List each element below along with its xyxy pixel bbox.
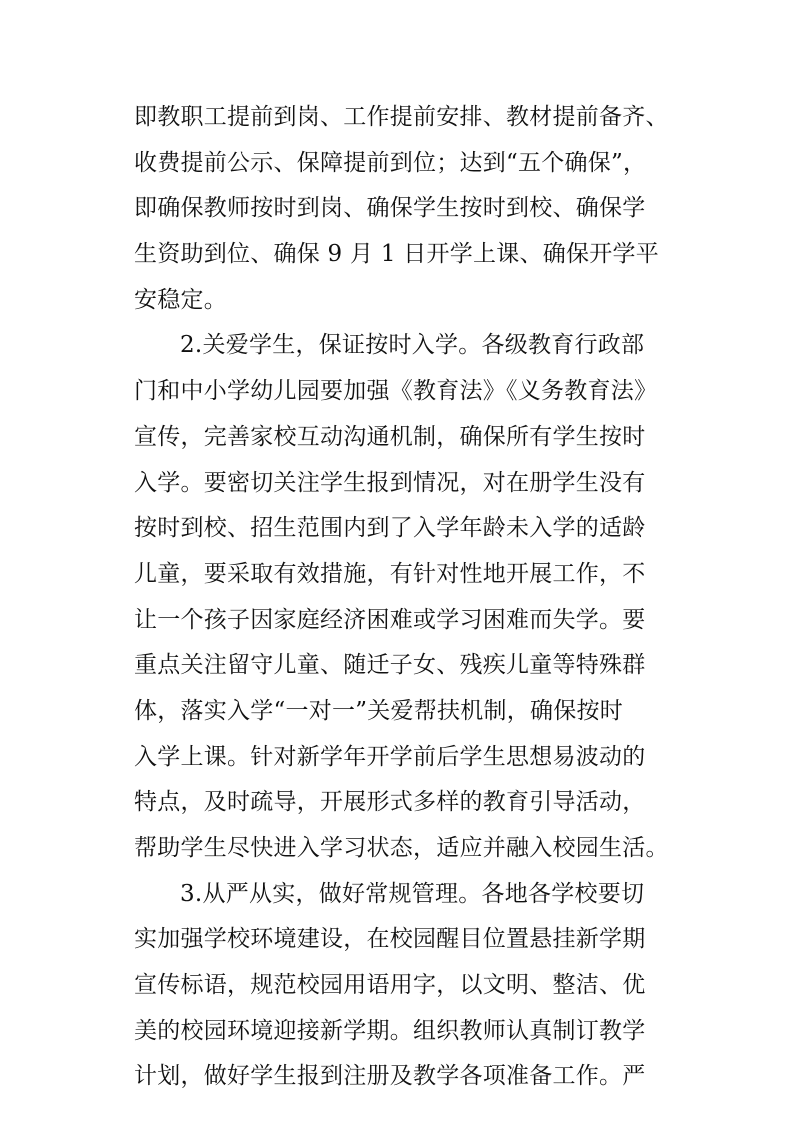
paragraph-heading-line: 2.关爱学生，保证按时入学。各级教育行政部 [180, 332, 645, 359]
text-line: 计划，做好学生报到注册及教学各项准备工作。严 [134, 1063, 646, 1090]
text-line: 收费提前公示、保障提前到位；达到“五个确保”， [134, 149, 647, 176]
text-line: 入学。要密切关注学生报到情况，对在册学生没有 [134, 469, 646, 496]
text-line: 实加强学校环境建设，在校园醒目位置悬挂新学期 [134, 926, 646, 953]
text-line: 门和中小学幼儿园要加强《教育法》《义务教育法》 [134, 378, 658, 405]
text-line: 儿童，要采取有效措施，有针对性地开展工作，不 [134, 560, 646, 587]
text-line: 安稳定。 [134, 286, 227, 313]
text-line: 生资助到位、确保 9 月 1 日开学上课、确保开学平 [134, 241, 660, 268]
text-line: 宣传标语，规范校园用语用字，以文明、整洁、优 [134, 972, 646, 999]
paragraph-heading-line: 3.从严从实，做好常规管理。各地各学校要切 [180, 880, 645, 907]
text-line: 宣传，完善家校互动沟通机制，确保所有学生按时 [134, 423, 646, 450]
text-line: 美的校园环境迎接新学期。组织教师认真制订教学 [134, 1017, 646, 1044]
text-line: 特点，及时疏导，开展形式多样的教育引导活动， [134, 789, 646, 816]
text-line: 入学上课。针对新学年开学前后学生思想易波动的 [134, 743, 646, 770]
text-line: 体，落实入学“一对一”关爱帮扶机制，确保按时 [134, 697, 624, 724]
document-body [134, 95, 674, 1100]
text-line: 按时到校、招生范围内到了入学年龄未入学的适龄 [134, 515, 646, 542]
text-line: 帮助学生尽快进入学习状态，适应并融入校园生活。 [134, 835, 669, 861]
text-line: 即确保教师按时到岗、确保学生按时到校、确保学 [134, 195, 646, 222]
text-line: 重点关注留守儿童、随迁子女、残疾儿童等特殊群 [134, 652, 646, 679]
text-line: 让一个孩子因家庭经济困难或学习困难而失学。要 [134, 606, 646, 633]
text-line: 即教职工提前到岗、工作提前安排、教材提前备齐、 [134, 104, 669, 130]
